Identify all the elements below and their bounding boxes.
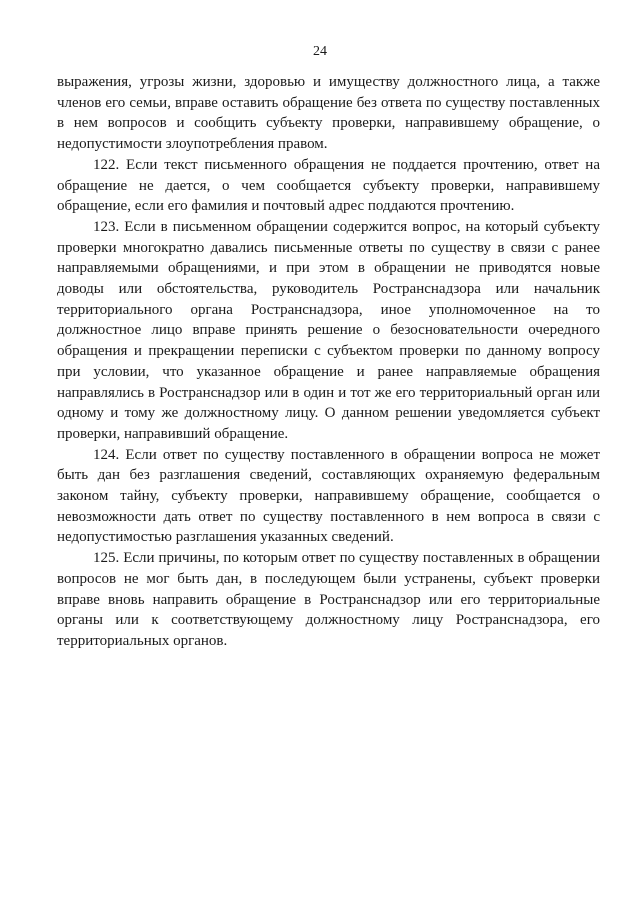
paragraph-continuation: выражения, угрозы жизни, здоровью и имуществу должностного лица, а также членов его семьи, вправе оставить обращение без ответа по существу поставленных в нем вопросов и сообщить субъекту проверки, направившему обращение, о недопустимости злоупотребления правом. — [57, 74, 600, 153]
paragraph-124: 124. Если ответ по существу поставленного в обращении вопроса не может быть дан без разглашения сведений, составляющих охраняемую федеральным законом тайну, субъекту проверки, направившему обращение, сообщается о невозможности дать ответ по существу поставленного в нем вопроса в связи с недопустимостью разглашения указанных сведений. — [57, 446, 600, 546]
paragraph-125: 125. Если причины, по которым ответ по существу поставленных в обращении вопросов не мог быть дан, в последующем были устранены, субъект проверки вправе вновь направить обращение в Ространснадзор или его территориальные органы или к соответствующему должностному лицу Ространснадзора, его территориальных органов. — [57, 550, 600, 649]
paragraph-123: 123. Если в письменном обращении содержится вопрос, на который субъекту проверки многократно давались письменные ответы по существу в связи с ранее направляемыми обращениями, и при этом в обращении не приводятся новые доводы или обстоятельства, руководитель Ространснадзора или начальник территориального органа Ространснадзора, иное уполномоченное на то должностное лицо вправе принять решение о безосновательности очередного обращения и прекращении переписки с субъектом проверки по данному вопросу при условии, что указанное обращение и ранее направляемые обращения направлялись в Ространснадзор или в один и тот же его территориальный орган или одному и тому же должностному лицу. О данном решении уведомляется субъект проверки, направивший обращение. — [57, 218, 600, 442]
paragraph-122: 122. Если текст письменного обращения не поддается прочтению, ответ на обращение не дается, о чем сообщается субъекту проверки, направившему обращение, если его фамилия и почтовый адрес поддаются прочтению. — [57, 156, 600, 215]
page-number: 24 — [313, 44, 327, 59]
document-body — [57, 72, 600, 652]
